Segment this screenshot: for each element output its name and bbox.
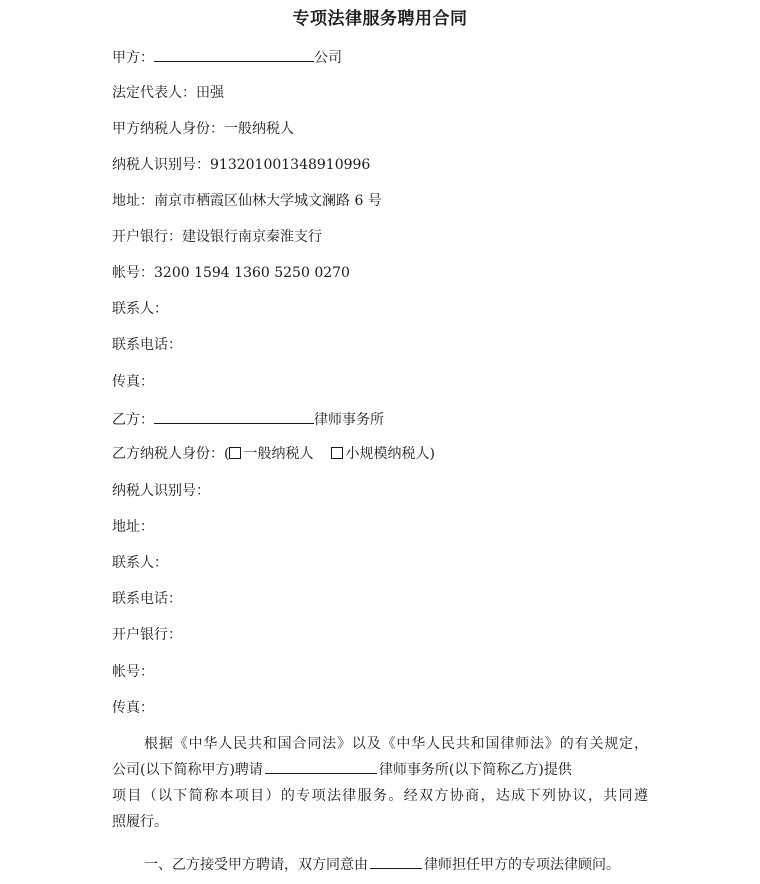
preamble-line-2-start: 公司(以下简称甲方)聘请	[112, 762, 263, 778]
party-a-tax-id: 纳税人识别号：913201001348910996	[112, 157, 371, 173]
party-b-label: 乙方：	[112, 412, 154, 428]
clause-1-end: 律师担任甲方的专项法律顾问。	[424, 857, 620, 873]
party-b-bank: 开户银行：	[112, 627, 182, 643]
preamble-line-2	[112, 757, 648, 783]
party-a-bank: 开户银行：建设银行南京秦淮支行	[112, 229, 322, 245]
clause-1	[144, 853, 620, 875]
preamble-line-3: 项目（以下简称本项目）的专项法律服务。经双方协商，达成下列协议，共同遵	[112, 788, 648, 804]
party-a-fax: 传真：	[112, 374, 154, 390]
party-a-taxpayer-status: 甲方纳税人身份：一般纳税人	[112, 121, 294, 137]
contract-title: 专项法律服务聘用合同	[292, 9, 468, 29]
party-b-suffix: 律师事务所	[314, 412, 384, 428]
party-b-taxpayer-prefix: 乙方纳税人身份：(	[112, 446, 230, 462]
party-b-phone: 联系电话：	[112, 591, 182, 607]
law-firm-blank[interactable]	[265, 758, 377, 774]
preamble-paragraph	[112, 731, 648, 835]
party-a-account: 帐号：3200 1594 1360 5250 0270	[112, 265, 350, 281]
preamble-line-1: 根据《中华人民共和国合同法》以及《中华人民共和国律师法》的有关规定，	[144, 736, 648, 752]
party-a-suffix: 公司	[314, 50, 342, 66]
party-b-name-line	[112, 408, 384, 430]
party-b-contact: 联系人：	[112, 555, 168, 571]
party-a-phone: 联系电话：	[112, 337, 182, 353]
party-b-fax: 传真：	[112, 700, 154, 716]
party-a-address: 地址：南京市栖霞区仙林大学城文澜路 6 号	[112, 193, 382, 209]
party-a-contact: 联系人：	[112, 301, 168, 317]
general-taxpayer-label: 一般纳税人	[243, 446, 314, 462]
clause-1-start: 一、乙方接受甲方聘请，双方同意由	[144, 857, 368, 873]
party-a-legal-rep: 法定代表人：田强	[112, 85, 224, 101]
preamble-line-2-end: 律师事务所(以下简称乙方)提供	[378, 762, 572, 778]
party-b-address: 地址：	[112, 519, 154, 535]
lawyer-name-blank[interactable]	[370, 853, 422, 869]
small-taxpayer-label: 小规模纳税人)	[345, 446, 435, 462]
party-a-name-blank[interactable]	[154, 46, 314, 62]
preamble-line-4: 照履行。	[112, 814, 168, 830]
party-a-label: 甲方：	[112, 50, 154, 66]
party-b-name-blank[interactable]	[154, 408, 314, 424]
party-b-account: 帐号：	[112, 664, 154, 680]
general-taxpayer-checkbox[interactable]	[229, 447, 241, 459]
small-taxpayer-checkbox[interactable]	[331, 447, 343, 459]
party-b-taxpayer-status	[112, 444, 435, 464]
party-b-tax-id: 纳税人识别号：	[112, 483, 210, 499]
party-a-name-line	[112, 46, 342, 68]
